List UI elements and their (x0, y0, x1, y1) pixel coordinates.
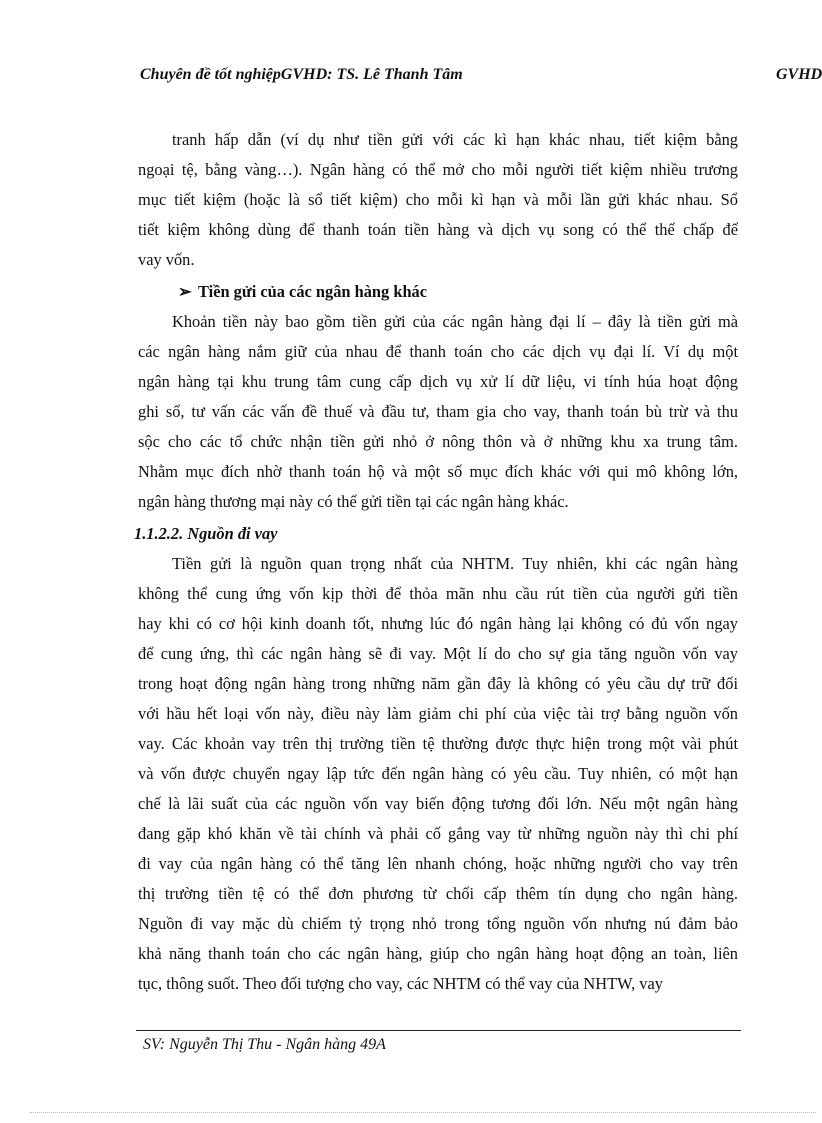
paragraph-line: ghi sổ, tư vấn các vấn đề thuế và đầu tư, tham gia cho vay, thanh toán bù trừ và thu (138, 402, 738, 421)
paragraph-line: các ngân hàng nắm giữ của nhau để thanh toán cho các dịch vụ đại lí. Ví dụ một (138, 342, 738, 361)
header-title-repeat: GVHD (776, 66, 822, 83)
paragraph-line: ngoại tệ, bằng vàng…). Ngân hàng có thể mở cho mỗi người tiết kiệm nhiều trương (138, 160, 738, 179)
arrow-bullet-icon: ➢ (178, 282, 192, 301)
footer-divider (136, 1030, 741, 1031)
paragraph-line: không thể cung ứng vốn kịp thời để thỏa mãn nhu cầu rút tiền của người gửi tiền (138, 584, 738, 603)
paragraph-line: tranh hấp dẫn (ví dụ như tiền gửi với các kì hạn khác nhau, tiết kiệm bằng (172, 130, 738, 149)
bullet-heading (178, 280, 427, 304)
page-header (140, 66, 822, 90)
paragraph-line: vay. Các khoản vay trên thị trường tiền tệ thường được thực hiện trong một vài phút (138, 734, 738, 753)
paragraph-line: sộc cho các tổ chức nhận tiền gửi nhỏ ở nông thôn và ở những khu xa trung tâm. (138, 432, 738, 451)
paragraph-line: vay vốn. (138, 250, 195, 269)
paragraph-line: trong hoạt động ngân hàng trong những năm gần đây là không có yêu cầu dự trữ đối (138, 674, 738, 693)
paragraph-line: Nhằm mục đích nhờ thanh toán hộ và một số mục đích khác với qui mô không lớn, (138, 462, 738, 481)
paragraph-line: để cung ứng, thì các ngân hàng sẽ đi vay. Một lí do cho sự gia tăng nguồn vốn vay (138, 644, 738, 663)
paragraph-line: tiết kiệm không dùng để thanh toán tiền hàng và dịch vụ song có thể thế chấp để (138, 220, 738, 239)
paragraph-line: hay khi có cơ hội kinh doanh tốt, nhưng lúc đó ngân hàng lại không có đủ vốn ngay (138, 614, 738, 633)
paragraph-line: chế là lãi suất của các nguồn vốn vay biến động tương đối lớn. Nếu một ngân hàng (138, 794, 738, 813)
paragraph-line: và vốn được chuyển ngay lập tức đến ngân hàng có yêu cầu. Tuy nhiên, có một hạn (138, 764, 738, 783)
section-heading: 1.1.2.2. Nguồn đi vay (134, 524, 278, 543)
bullet-heading-text: Tiền gửi của các ngân hàng khác (198, 282, 428, 301)
paragraph-line: tục, thông suốt. Theo đối tượng cho vay, các NHTM có thể vay của NHTW, vay (138, 974, 663, 993)
paragraph-line: đang gặp khó khăn về tài chính và phải cố gắng vay từ những nguồn này thì chi phí (138, 824, 738, 843)
paragraph-line: ngân hàng thương mại này có thể gửi tiền tại các ngân hàng khác. (138, 492, 569, 511)
paragraph-line: Khoản tiền này bao gồm tiền gửi của các ngân hàng đại lí – đây là tiền gửi mà (172, 312, 738, 331)
paragraph-line: mục tiết kiệm (hoặc là sổ tiết kiệm) cho mỗi kì hạn và mỗi lần gửi khác nhau. Sổ (138, 190, 738, 209)
header-title: Chuyên đề tốt nghiệpGVHD: TS. Lê Thanh Tâm (140, 66, 463, 83)
page-footer: SV: Nguyễn Thị Thu - Ngân hàng 49A (143, 1036, 386, 1053)
paragraph-line: Tiền gửi là nguồn quan trọng nhất của NHTM. Tuy nhiên, khi các ngân hàng (172, 554, 738, 573)
page-bottom-edge (30, 1112, 816, 1113)
paragraph-line: với hầu hết loại vốn này, điều này làm giảm chi phí của việc tài trợ bằng nguồn vốn (138, 704, 738, 723)
paragraph-line: thị trường tiền tệ có thể đơn phương từ chối cấp thêm tín dụng cho ngân hàng. (138, 884, 738, 903)
paragraph-line: ngân hàng tại khu trung tâm cung cấp dịch vụ xử lí dữ liệu, vi tính húa hoạt động (138, 372, 738, 391)
paragraph-line: Nguồn đi vay mặc dù chiếm tỷ trọng nhỏ trong tổng nguồn vốn nhưng nú đảm bảo (138, 914, 738, 933)
paragraph-line: đi vay của ngân hàng có thể tăng lên nhanh chóng, hoặc những người cho vay trên (138, 854, 738, 873)
paragraph-line: khả năng thanh toán cho các ngân hàng, giúp cho ngân hàng hoạt động an toàn, liên (138, 944, 738, 963)
